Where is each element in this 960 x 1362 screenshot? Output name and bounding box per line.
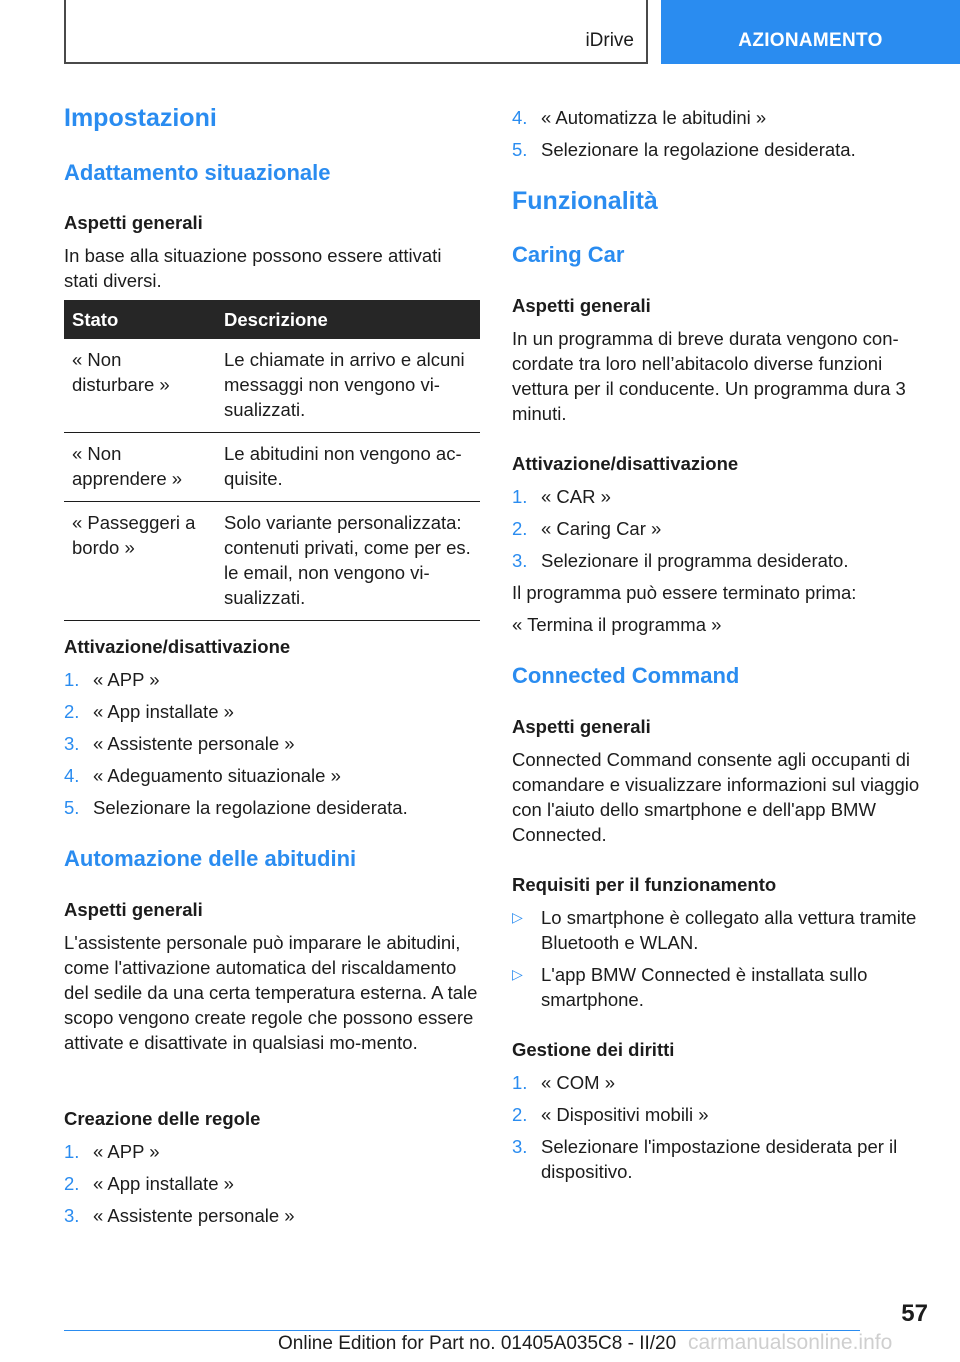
column-header: Stato [64, 300, 216, 339]
subheading-rules: Creazione delle regole [64, 1108, 261, 1129]
subheading-general: Aspetti generali [64, 212, 203, 233]
subheading-activation: Attivazione/disattivazione [512, 453, 739, 474]
heading-adattamento: Adattamento situazionale [64, 160, 331, 185]
section-label: iDrive [585, 30, 634, 51]
heading-automazione: Automazione delle abitudini [64, 846, 357, 871]
cell-stato: « Passeggeri a bordo » [64, 502, 216, 621]
command-text: « Termina il programma » [512, 614, 722, 635]
paragraph: In base alla situazione possono essere attivati stati diversi. [64, 245, 442, 291]
cell-descrizione: Le abitudini non vengono ac-quisite. [216, 433, 480, 502]
table-row [64, 339, 480, 433]
cell-stato: « Non disturbare » [64, 339, 216, 433]
heading-connected-command: Connected Command [512, 663, 740, 688]
edition-text: Online Edition for Part no. 01405A035C8 - II/20 [278, 1333, 677, 1354]
triangle-bullet-icon: ▷ [512, 966, 523, 982]
cell-descrizione: Le chiamate in arrivo e alcuni messaggi non vengono vi-sualizzati. [216, 339, 480, 433]
cell-descrizione: Solo variante personalizzata: contenuti privati, come per es. le email, non vengono vi-sualizzati. [216, 502, 480, 621]
paragraph: L'assistente personale può imparare le abitudini, come l'attivazione automatica del riscaldamento del sedile da una certa temperatura esterna. A tale scopo vengono create regole che possono essere attivate e disattivate in qualsiasi mo-mento. [64, 932, 478, 1053]
subheading-general: Aspetti generali [512, 716, 651, 737]
paragraph: Il programma può essere terminato prima: [512, 582, 857, 603]
subheading-activation: Attivazione/disattivazione [64, 636, 291, 657]
table-row [64, 433, 480, 502]
cell-stato: « Non apprendere » [64, 433, 216, 502]
running-header [64, 0, 648, 64]
page-number: 57 [901, 1300, 928, 1327]
subheading-requirements: Requisiti per il funzionamento [512, 874, 777, 895]
chapter-label: AZIONAMENTO [738, 30, 883, 51]
subheading-general: Aspetti generali [512, 295, 651, 316]
table-header-row [64, 300, 480, 339]
subheading-general: Aspetti generali [64, 899, 203, 920]
heading-funzionalita: Funzionalità [512, 187, 658, 215]
paragraph: Connected Command consente agli occupanti di comandare e visualizzare informazioni sul viaggio con l'aiuto dello smartphone e dell'app BMW Connected. [512, 749, 920, 845]
heading-impostazioni: Impostazioni [64, 104, 217, 132]
table-row [64, 502, 480, 621]
triangle-bullet-icon: ▷ [512, 909, 523, 925]
chapter-tab [661, 0, 960, 64]
paragraph: In un programma di breve durata vengono con-cordate tra loro nell’abitacolo diverse funzioni vettura per il conducente. Un programma dura 3 minuti. [512, 328, 906, 424]
watermark: carmanualsonline.info [688, 1331, 893, 1354]
subheading-rights: Gestione dei diritti [512, 1039, 675, 1060]
status-table [64, 300, 480, 621]
heading-caring-car: Caring Car [512, 242, 625, 267]
column-header: Descrizione [216, 300, 480, 339]
